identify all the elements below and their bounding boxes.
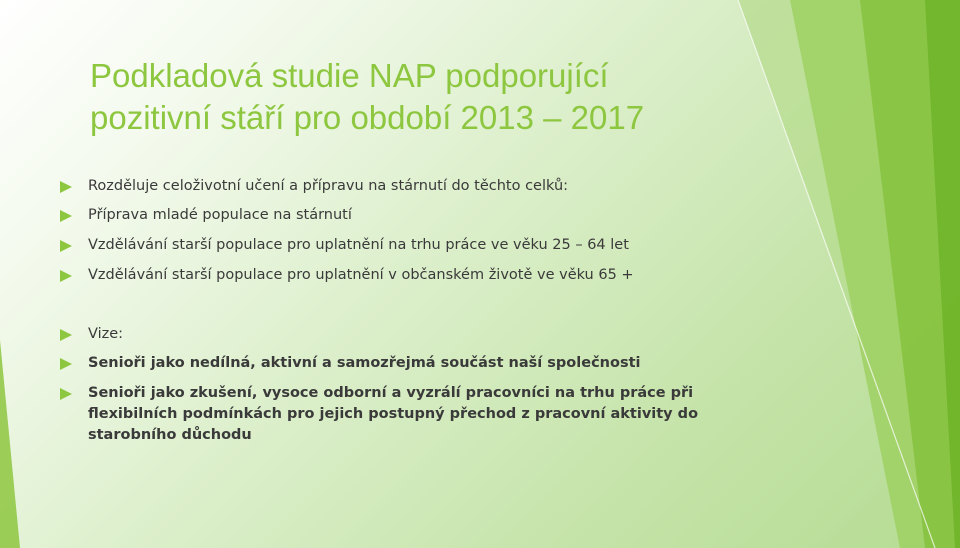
bullet-item bbox=[60, 176, 740, 197]
bullet-list bbox=[60, 176, 740, 446]
bullet-text: Vzdělávání starší populace pro uplatnění v občanském životě ve věku 65 + bbox=[88, 267, 634, 283]
bullet-arrow-icon bbox=[60, 329, 72, 341]
bullet-arrow-icon bbox=[60, 358, 72, 370]
title-line-1: Podkladová studie NAP podporující bbox=[90, 57, 609, 94]
bullet-text: Senioři jako zkušení, vysoce odborní a vyzrálí pracovníci na trhu práce při flexibilních podmínkách pro jejich postupný přechod z pracovní aktivity do starobního důchodu bbox=[88, 385, 699, 443]
bullet-item bbox=[60, 265, 740, 286]
bullet-arrow-icon bbox=[60, 181, 72, 193]
bullet-text: Vzdělávání starší populace pro uplatnění na trhu práce ve věku 25 – 64 let bbox=[88, 237, 629, 253]
bullet-arrow-icon bbox=[60, 240, 72, 252]
title-line-2: pozitivní stáří pro období 2013 – 2017 bbox=[90, 99, 645, 136]
bullet-item bbox=[60, 324, 740, 345]
bullet-text: Vize: bbox=[88, 326, 124, 342]
bullet-item bbox=[60, 353, 740, 374]
slide-title bbox=[90, 55, 730, 139]
bullet-item bbox=[60, 205, 740, 226]
bullet-text: Příprava mladé populace na stárnutí bbox=[88, 207, 352, 223]
bullet-item bbox=[60, 235, 740, 256]
bullet-arrow-icon bbox=[60, 210, 72, 222]
bullet-text: Senioři jako nedílná, aktivní a samozřejmá součást naší společnosti bbox=[88, 355, 641, 371]
bullet-text: Rozděluje celoživotní učení a přípravu na stárnutí do těchto celků: bbox=[88, 178, 569, 194]
bullet-item bbox=[60, 383, 740, 446]
bullet-arrow-icon bbox=[60, 270, 72, 282]
bullet-arrow-icon bbox=[60, 388, 72, 400]
